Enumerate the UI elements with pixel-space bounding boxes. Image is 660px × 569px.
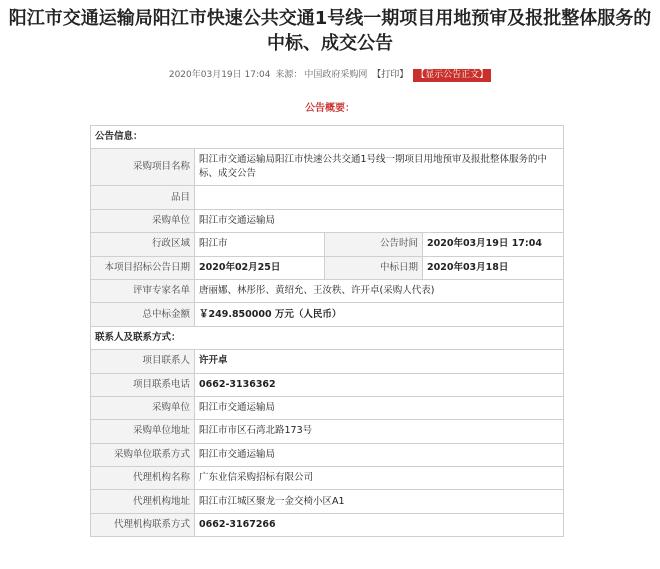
agency-name-value: 广东业信采购招标有限公司 [195,467,564,490]
summary-heading: 公告概要： [305,103,355,114]
amount-value: ￥249.850000 万元（人民币） [195,303,564,326]
purchaser-address-value: 阳江市市区石湾北路173号 [195,420,564,443]
field-label: 代理机构名称 [91,467,195,490]
field-label: 采购单位地址 [91,420,195,443]
purchaser-contact-value: 阳江市交通运输局 [195,443,564,466]
purchaser-value: 阳江市交通运输局 [195,209,564,232]
field-label: 公告时间 [325,233,423,256]
table-row [91,186,564,209]
field-label: 采购单位联系方式 [91,443,195,466]
field-label: 中标日期 [325,256,423,279]
field-label: 代理机构联系方式 [91,513,195,536]
table-row [91,279,564,302]
print-link[interactable]: 【打印】 [372,70,409,80]
field-label: 采购单位 [91,209,195,232]
table-row [91,350,564,373]
field-label: 项目联系人 [91,350,195,373]
field-label: 代理机构地址 [91,490,195,513]
field-label: 行政区域 [91,233,195,256]
field-label: 采购项目名称 [91,149,195,186]
notice-info-table [90,125,564,537]
table-row [91,467,564,490]
section-contacts: 联系人及联系方式： [91,326,564,349]
agency-contact-value: 0662-3167266 [195,513,564,536]
agency-address-value: 阳江市江城区聚龙一金交椅小区A1 [195,490,564,513]
source-name: 中国政府采购网 [304,70,368,80]
table-row [91,513,564,536]
table-row [91,490,564,513]
bid-announce-date-value: 2020年02月25日 [195,256,325,279]
project-contact-value: 许开卓 [195,350,564,373]
table-row [91,126,564,149]
table-row [91,149,564,186]
table-row [91,373,564,396]
publish-date: 2020年03月19日 17:04 [168,70,271,80]
table-row [91,233,564,256]
field-label: 品目 [91,186,195,209]
table-row [91,303,564,326]
item-value [195,186,564,209]
notice-meta [0,68,660,82]
announce-time-value: 2020年03月19日 17:04 [423,233,564,256]
source-label: 来源： [275,70,303,80]
table-row [91,256,564,279]
show-notice-button[interactable]: 【显示公告正文】 [413,69,491,82]
field-label: 采购单位 [91,396,195,419]
field-label: 总中标金额 [91,303,195,326]
table-row [91,443,564,466]
field-label: 项目联系电话 [91,373,195,396]
page-title: 阳江市交通运输局阳江市快速公共交通1号线一期项目用地预审及报批整体服务的中标、成交公告 [8,8,652,54]
project-name-value: 阳江市交通运输局阳江市快速公共交通1号线一期项目用地预审及报批整体服务的中标、成交公告 [195,149,564,186]
field-label: 评审专家名单 [91,279,195,302]
region-value: 阳江市 [195,233,325,256]
table-row [91,326,564,349]
table-row [91,420,564,443]
table-row [91,209,564,232]
contact-purchaser-value: 阳江市交通运输局 [195,396,564,419]
field-label: 本项目招标公告日期 [91,256,195,279]
experts-value: 唐丽娜、林彤彤、黄绍允、王汝秩、许开卓(采购人代表) [195,279,564,302]
section-notice-info: 公告信息： [91,126,564,149]
table-row [91,396,564,419]
project-phone-value: 0662-3136362 [195,373,564,396]
award-date-value: 2020年03月18日 [423,256,564,279]
